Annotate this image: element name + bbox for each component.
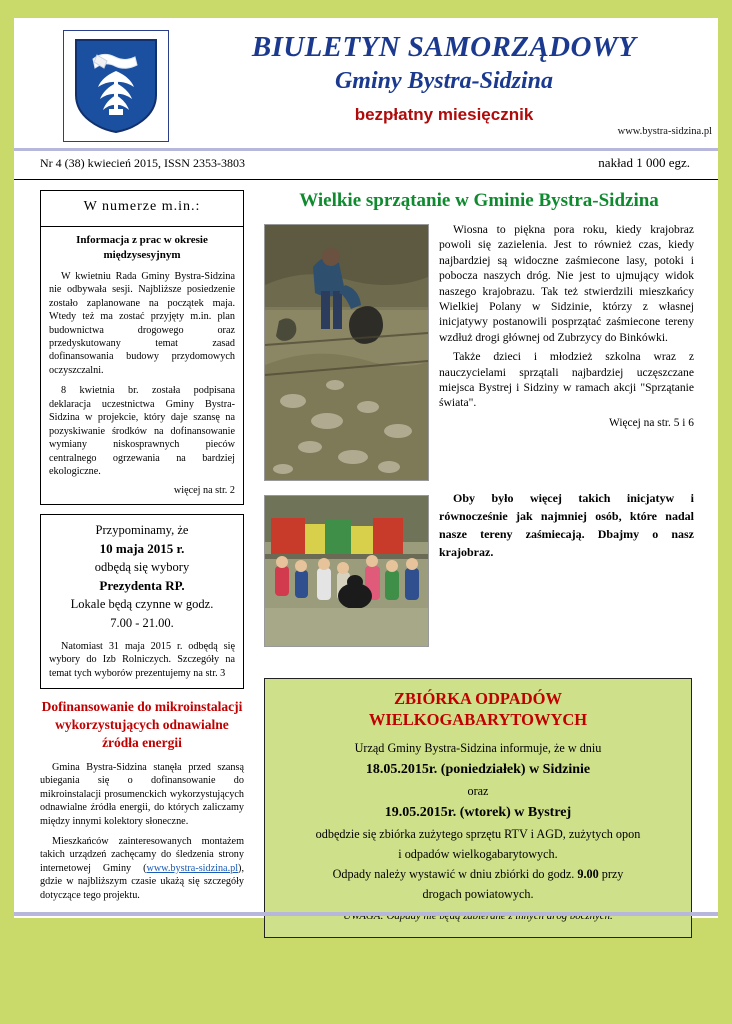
notice-title-line-2: WIELKOGABARYTOWYCH xyxy=(368,709,588,729)
intersession-info-box xyxy=(40,227,244,505)
notice-hour: 9.00 xyxy=(577,866,599,881)
print-run: nakład 1 000 egz. xyxy=(598,155,690,170)
coat-of-arms-icon xyxy=(63,30,169,142)
article-pull-quote: Oby było więcej takich inicjatyw i równocześnie jak najmniej osób, które nadal nasze tereny zaśmiecają. Dbajmy o nasz krajobraz. xyxy=(439,491,694,559)
toc-title: W numerze m.in.: xyxy=(83,199,201,214)
reminder-line-2: odbędą się wybory xyxy=(94,560,190,575)
renewable-energy-paragraph-1: Gmina Bystra-Sidzina stanęła przed szansą ubiegania się o dofinansowanie do mikroinstalacji prosumenckich wykorzystujących odnawialne źródła energii, do których zaliczamy między innymi kolektory słoneczne. xyxy=(40,761,244,827)
page-title: BIULETYN SAMORZĄDOWY xyxy=(251,31,637,63)
notice-description-2: i odpadów wielkogabarytowych. xyxy=(398,846,558,861)
intersession-paragraph-1: W kwietniu Rada Gminy Bystra-Sidzina nie odbywała sesji. Najbliższe posiedzenie zostało zaplanowane na początek maja. Wtedy też ma zostać przyjęty m.in. plan budownictwa drogowego oraz przedyskutowany temat zasad dofinansowania budowy przydomowych oczyszczalni. xyxy=(49,270,235,376)
notice-date-2: 19.05.2015r. (wtorek) w Bystrej xyxy=(384,805,572,820)
notice-instruction xyxy=(275,866,681,883)
gmina-website-link[interactable]: www.bystra-sidzina.pl xyxy=(146,862,239,874)
intersession-title: Informacja z prac w okresie międzysesyjnym xyxy=(76,234,208,261)
right-column xyxy=(264,190,694,651)
article-more-link[interactable]: Więcej na str. 5 i 6 xyxy=(609,416,694,429)
reminder-date: 10 maja 2015 r. xyxy=(99,540,185,556)
photo-children-playground xyxy=(264,495,429,647)
intersession-paragraph-2: 8 kwietnia br. została podpisana deklaracja uczestnictwa Gminy Bystra-Sidzina w projekcie, który daje szansę na pozyskiwanie środków na dofinansowanie wymiany niskosprawnych pieców centralnego ogrzewania na bardziej ekologiczne. xyxy=(49,385,235,478)
notice-description-1: odbędzie się zbiórka zużytego sprzętu RTV i AGD, zużytych opon xyxy=(315,826,641,841)
issue-bar xyxy=(14,151,718,180)
renewable-energy-paragraph-2: Mieszkańców zainteresowanych montażem takich urządzeń zachęcamy do śledzenia strony internetowej Gminy (www.bystra-sidzina.pl), gdzie w najbliższym czasie ukażą się szczegóły dotyczące tego projektu. xyxy=(40,835,244,901)
notice-date-1: 18.05.2015r. (poniedziałek) w Sidzinie xyxy=(365,762,591,778)
renewable-energy-section xyxy=(40,698,244,902)
notice-instruction-2: drogach powiatowych. xyxy=(422,886,534,901)
bulky-waste-notice xyxy=(264,678,692,938)
notice-intro: Urząd Gminy Bystra-Sidzina informuje, że w dniu xyxy=(354,741,602,756)
article-paragraph-2: Także dzieci i młodzież szkolna wraz z nauczycielami sprzątali najbardziej uczęszczane miejsca Bystrej i Sidziny w ramach akcji "Sprzątanie świata". xyxy=(439,350,694,410)
title-block xyxy=(179,32,709,125)
notice-oraz: oraz xyxy=(467,783,489,798)
renewable-energy-title: Dofinansowanie do mikroinstalacji wykorzystujących odnawialne źródła energii xyxy=(41,699,243,751)
notice-title-line-1: ZBIÓRKA ODPADÓW xyxy=(394,689,562,708)
masthead xyxy=(14,18,718,151)
bottom-rule xyxy=(14,912,718,916)
notice-title xyxy=(275,689,681,730)
notice-instruction-a: Odpady należy wystawić w dniu zbiórki do godz. xyxy=(332,866,578,881)
reminder-line-1: Przypominamy, że xyxy=(95,523,189,538)
toc-box xyxy=(40,190,244,227)
article-paragraph-1: Wiosna to piękna pora roku, kiedy krajobraz powoli się zazielenia. Jest to również czas, kiedy najbardziej są widoczne zaśmiecone lasy, potoki i pobocza naszych dróg. Nie jest to ujmujący widok naszego krajobrazu. Tak też stwierdzili mieszkańcy Wielkiej Polany w Sidzinie, którzy z własnej inicjatywy postanowili posprzątać zaśmiecone tereny wzdłuż drogi głównej od Zubrzycy do Binkówki. xyxy=(439,223,694,344)
reminder-line-3: Lokale będą czynne w godz. xyxy=(70,597,214,612)
notice-instruction-c: przy xyxy=(598,866,624,881)
article-headline: Wielkie sprzątanie w Gminie Bystra-Sidzina xyxy=(299,190,659,211)
reminder-office: Prezydenta RP. xyxy=(99,577,185,593)
left-column xyxy=(40,190,244,902)
article-body xyxy=(264,222,694,651)
footer-band xyxy=(0,938,732,1024)
photo-cleanup-forest xyxy=(264,224,429,481)
reminder-hours: 7.00 - 21.00. xyxy=(110,615,174,630)
free-monthly-label: bezpłatny miesięcznik xyxy=(354,105,534,125)
page-subtitle: Gminy Bystra-Sidzina xyxy=(334,67,554,94)
newsletter-sheet xyxy=(14,18,718,918)
reminder-paragraph-2: Natomiast 31 maja 2015 r. odbędą się wybory do Izb Rolniczych. Szczegóły na temat tych wyborów prezentujemy na str. 3 xyxy=(49,640,235,679)
elections-reminder-box xyxy=(40,514,244,689)
intersession-more-link[interactable]: więcej na str. 2 xyxy=(173,485,235,497)
issue-number: Nr 4 (38) kwiecień 2015, ISSN 2353-3803 xyxy=(40,156,245,170)
website-url[interactable]: www.bystra-sidzina.pl xyxy=(617,126,712,137)
